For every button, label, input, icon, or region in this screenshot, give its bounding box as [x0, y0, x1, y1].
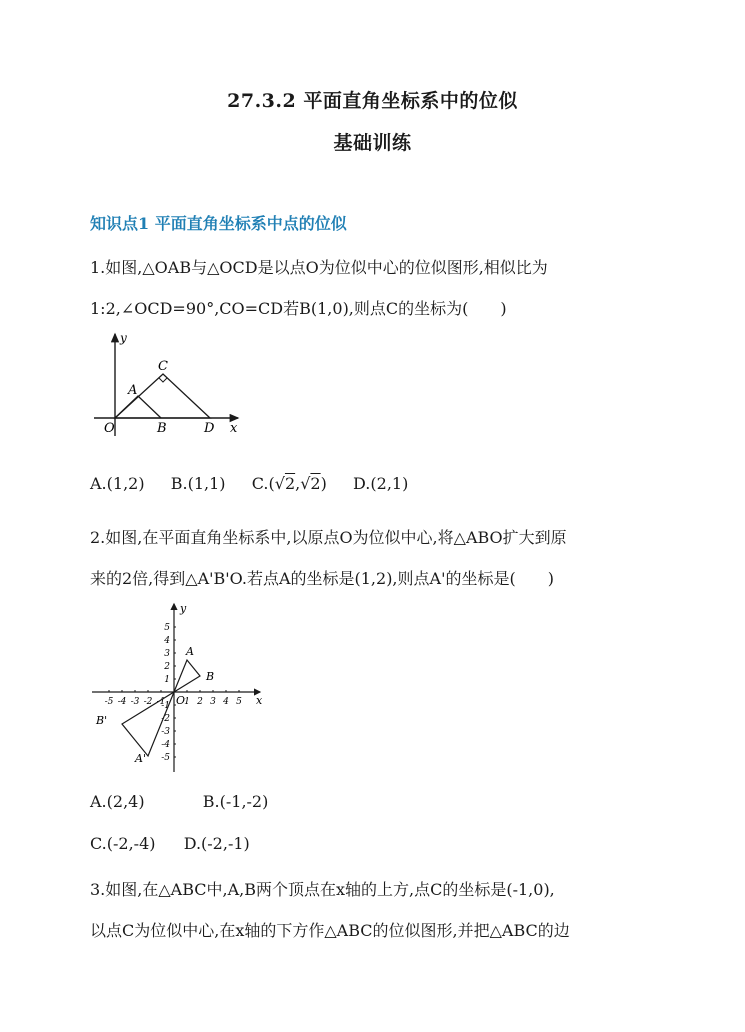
page-subtitle: 基础训练: [333, 132, 412, 154]
q1-label-d: D: [204, 421, 215, 436]
q1-options: [90, 474, 408, 493]
q1-figure: [88, 328, 248, 440]
q1-label-b: B: [157, 421, 167, 436]
q2-label-y: y: [180, 602, 187, 615]
q2-y-tick-label: 2: [164, 662, 170, 672]
q1-triangle-oab: [115, 396, 161, 418]
q2-text-line2: 来的2倍,得到△A'B'O.若点A的坐标是(1,2),则点A'的坐标是( ): [90, 569, 554, 588]
q2-label-a-prime: A': [135, 752, 146, 765]
q2-option-a[interactable]: A.(2,4): [90, 792, 145, 811]
q2-label-x: x: [256, 694, 263, 707]
q2-text-line1: 2.如图,在平面直角坐标系中,以原点O为位似中心,将△ABO扩大到原: [90, 528, 567, 547]
q1-label-c: C: [158, 359, 168, 374]
q2-y-tick-label: 3: [164, 649, 170, 659]
q2-y-tick-label: -2: [161, 714, 170, 724]
q1-option-c[interactable]: C.(√2,√2): [251, 474, 327, 493]
q1-label-a: A: [128, 383, 138, 398]
q2-option-b[interactable]: B.(-1,-2): [202, 792, 269, 811]
q2-options-row1: [90, 792, 268, 811]
q2-label-b-prime: B': [96, 714, 108, 727]
q2-label-b: B: [206, 670, 215, 683]
q3-text-line1: 3.如图,在△ABC中,A,B两个顶点在x轴的上方,点C的坐标是(-1,0),: [90, 880, 555, 899]
q2-x-tick-label: -5: [104, 697, 114, 707]
page-title: 27.3.2 平面直角坐标系中的位似: [227, 90, 518, 112]
q2-x-tick-label: -4: [117, 697, 127, 707]
sqrt-sign: √: [300, 474, 311, 493]
q2-x-tick-label: 2: [197, 697, 203, 707]
q3-text-line2: 以点C为位似中心,在x轴的下方作△ABC的位似图形,并把△ABC的边: [90, 921, 570, 940]
q2-option-d[interactable]: D.(-2,-1): [183, 834, 250, 853]
q2-y-tick-label: -1: [161, 701, 170, 711]
q2-y-tick-label: 1: [164, 675, 170, 685]
q2-y-tick-label: 5: [164, 623, 170, 633]
q2-label-a: A: [186, 645, 194, 658]
q2-x-tick-label: 1: [184, 697, 190, 707]
q1-label-o: O: [104, 421, 115, 436]
q1-label-x: x: [230, 421, 238, 436]
q2-y-tick-label: -4: [161, 740, 170, 750]
q2-label-o: O: [176, 694, 186, 707]
q2-figure: [88, 600, 268, 780]
q2-x-tick-label: 5: [236, 697, 242, 707]
section-heading: 知识点1 平面直角坐标系中点的位似: [90, 214, 347, 233]
q2-x-tick-label: -3: [130, 697, 140, 707]
q2-x-tick-label: -1: [156, 697, 166, 707]
q1-option-d[interactable]: D.(2,1): [353, 474, 409, 493]
q1-right-angle-mark: [159, 378, 167, 382]
q2-y-tick-label: 4: [164, 636, 170, 646]
q1-option-a[interactable]: A.(1,2): [90, 474, 145, 493]
q2-option-c[interactable]: C.(-2,-4): [90, 834, 156, 853]
sqrt-sign: √: [274, 474, 285, 493]
q2-x-tick-label: 3: [210, 697, 216, 707]
q2-y-tick-label: -3: [161, 727, 170, 737]
q1-text-line2: 1:2,∠OCD=90°,CO=CD若B(1,0),则点C的坐标为( ): [90, 299, 507, 318]
q2-triangle-abo: [174, 660, 200, 692]
q1-label-y: y: [120, 331, 127, 345]
q2-x-tick-label: 4: [223, 697, 229, 707]
q1-text-line1: 1.如图,△OAB与△OCD是以点O为位似中心的位似图形,相似比为: [90, 258, 548, 277]
q2-y-tick-label: -5: [161, 753, 170, 763]
q1-option-b[interactable]: B.(1,1): [170, 474, 226, 493]
q2-options-row2: [90, 834, 250, 853]
q2-x-tick-label: -2: [143, 697, 153, 707]
